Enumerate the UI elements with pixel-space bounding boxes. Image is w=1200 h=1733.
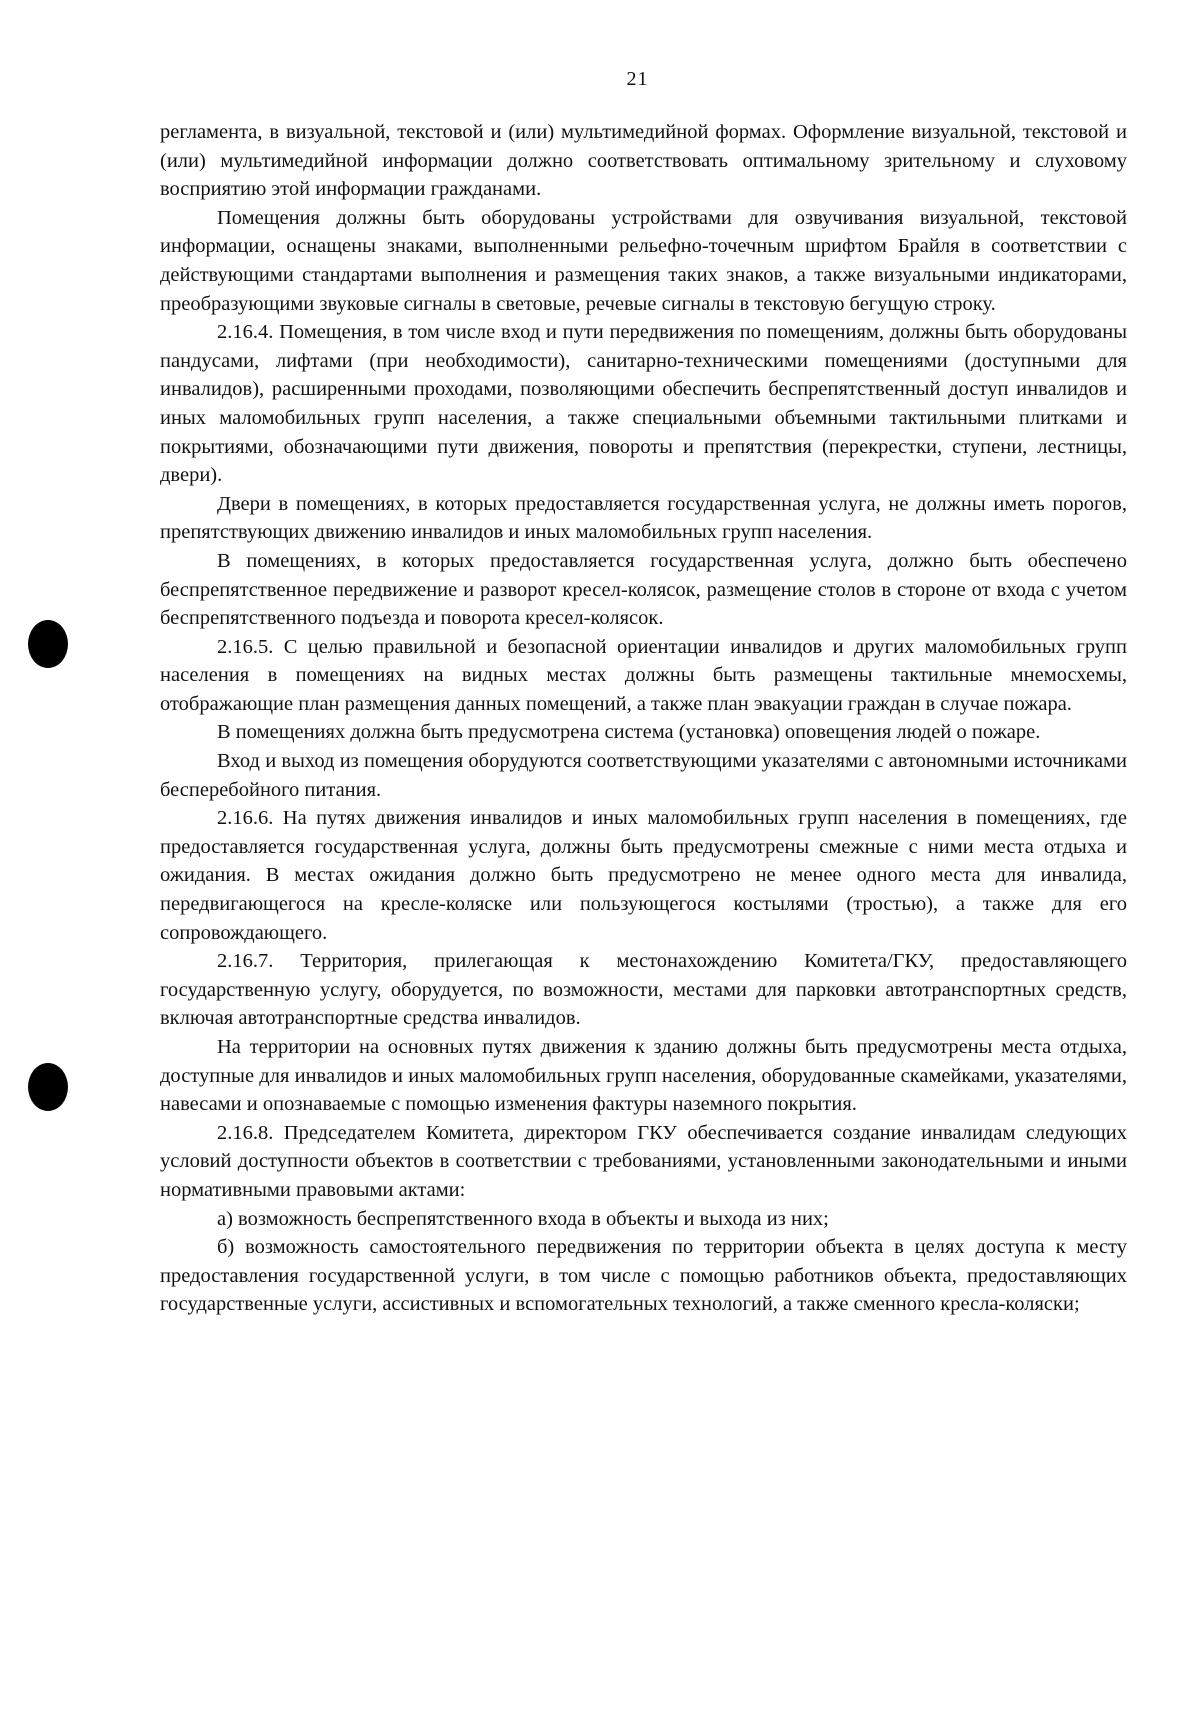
paragraph-2-16-8: 2.16.8. Председателем Комитета, директором ГКУ обеспечивается создание инвалидам следующих условий доступности объектов в соответствии с требованиями, установленными законодательными и иными нормативными правовыми актами: (160, 1121, 1127, 1201)
list-item-b: б) возможность самостоятельного передвижения по территории объекта в целях доступа к месту предоставления государственной услуги, в том числе с помощью работников объекта, предоставляющих государственные услуги, ассистивных и вспомогательных технологий, а также сменного кресла-коляски; (160, 1236, 1127, 1316)
page-number: 21 (626, 68, 649, 90)
paragraph-2-16-6: 2.16.6. На путях движения инвалидов и иных маломобильных групп населения в помещениях, где предоставляется государственная услуга, должны быть предусмотрены смежные с ними места отдыха и ожидания. В местах ожидания должно быть предусмотрено не менее одного места для инвалида, передвигающегося на кресле-коляске или пользующегося костылями (тростью), а также для его сопровождающего. (160, 807, 1127, 944)
paragraph-2-16-5: 2.16.5. С целью правильной и безопасной ориентации инвалидов и других маломобильных групп населения в помещениях на видных местах должны быть размещены тактильные мнемосхемы, отображающие план размещения данных помещений, а также план эвакуации граждан в случае пожара. (160, 635, 1127, 715)
document-body (160, 118, 1127, 1319)
paragraph-territory: На территории на основных путях движения к зданию должны быть предусмотрены места отдыха, доступные для инвалидов и иных маломобильных групп населения, оборудованные скамейками, указателями, навесами и опознаваемые с помощью изменения фактуры наземного покрытия. (160, 1036, 1127, 1116)
list-item-a: а) возможность беспрепятственного входа в объекты и выхода из них; (217, 1207, 829, 1230)
paragraph-sound-devices: Помещения должны быть оборудованы устройствами для озвучивания визуальной, текстовой информации, оснащены знаками, выполненными рельефно-точечным шрифтом Брайля в соответствии с действующими стандартами выполнения и размещения таких знаков, а также визуальными индикаторами, преобразующими звуковые сигналы в световые, речевые сигналы в текстовую бегущую строку. (160, 206, 1127, 315)
paragraph-doors: Двери в помещениях, в которых предоставляется государственная услуга, не должны иметь порогов, препятствующих движению инвалидов и иных маломобильных групп населения. (160, 492, 1127, 544)
paragraph-wheelchairs: В помещениях, в которых предоставляется государственная услуга, должно быть обеспечено беспрепятственное передвижение и разворот кресел-колясок, размещение столов в стороне от входа с учетом беспрепятственного подъезда и поворота кресел-колясок. (160, 549, 1127, 630)
paragraph-fire-alert: В помещениях должна быть предусмотрена система (установка) оповещения людей о пожаре. (217, 721, 1041, 744)
punch-hole-upper (28, 620, 68, 668)
paragraph-2-16-4: 2.16.4. Помещения, в том числе вход и пути передвижения по помещениям, должны быть оборудованы пандусами, лифтами (при необходимости), санитарно-техническими помещениями (доступными для инвалидов), расширенными проходами, позволяющими обеспечить беспрепятственный доступ инвалидов и иных маломобильных групп населения, а также специальными объемными тактильными плитками и покрытиями, обозначающими пути движения, повороты и препятствия (перекрестки, ступени, лестницы, двери). (160, 321, 1127, 487)
punch-hole-lower (28, 1063, 68, 1111)
paragraph-entrance-exit: Вход и выход из помещения оборудуются соответствующими указателями с автономными источниками бесперебойного питания. (160, 750, 1127, 801)
paragraph-continuation: регламента, в визуальной, текстовой и (или) мультимедийной формах. Оформление визуальной, текстовой и (или) мультимедийной информации должно соответствовать оптимальному зрительному и слуховому восприятию этой информации гражданами. (160, 121, 1127, 201)
paragraph-2-16-7: 2.16.7. Территория, прилегающая к местонахождению Комитета/ГКУ, предоставляющего государственную услугу, оборудуется, по возможности, местами для парковки автотранспортных средств, включая автотранспортные средства инвалидов. (160, 950, 1127, 1030)
